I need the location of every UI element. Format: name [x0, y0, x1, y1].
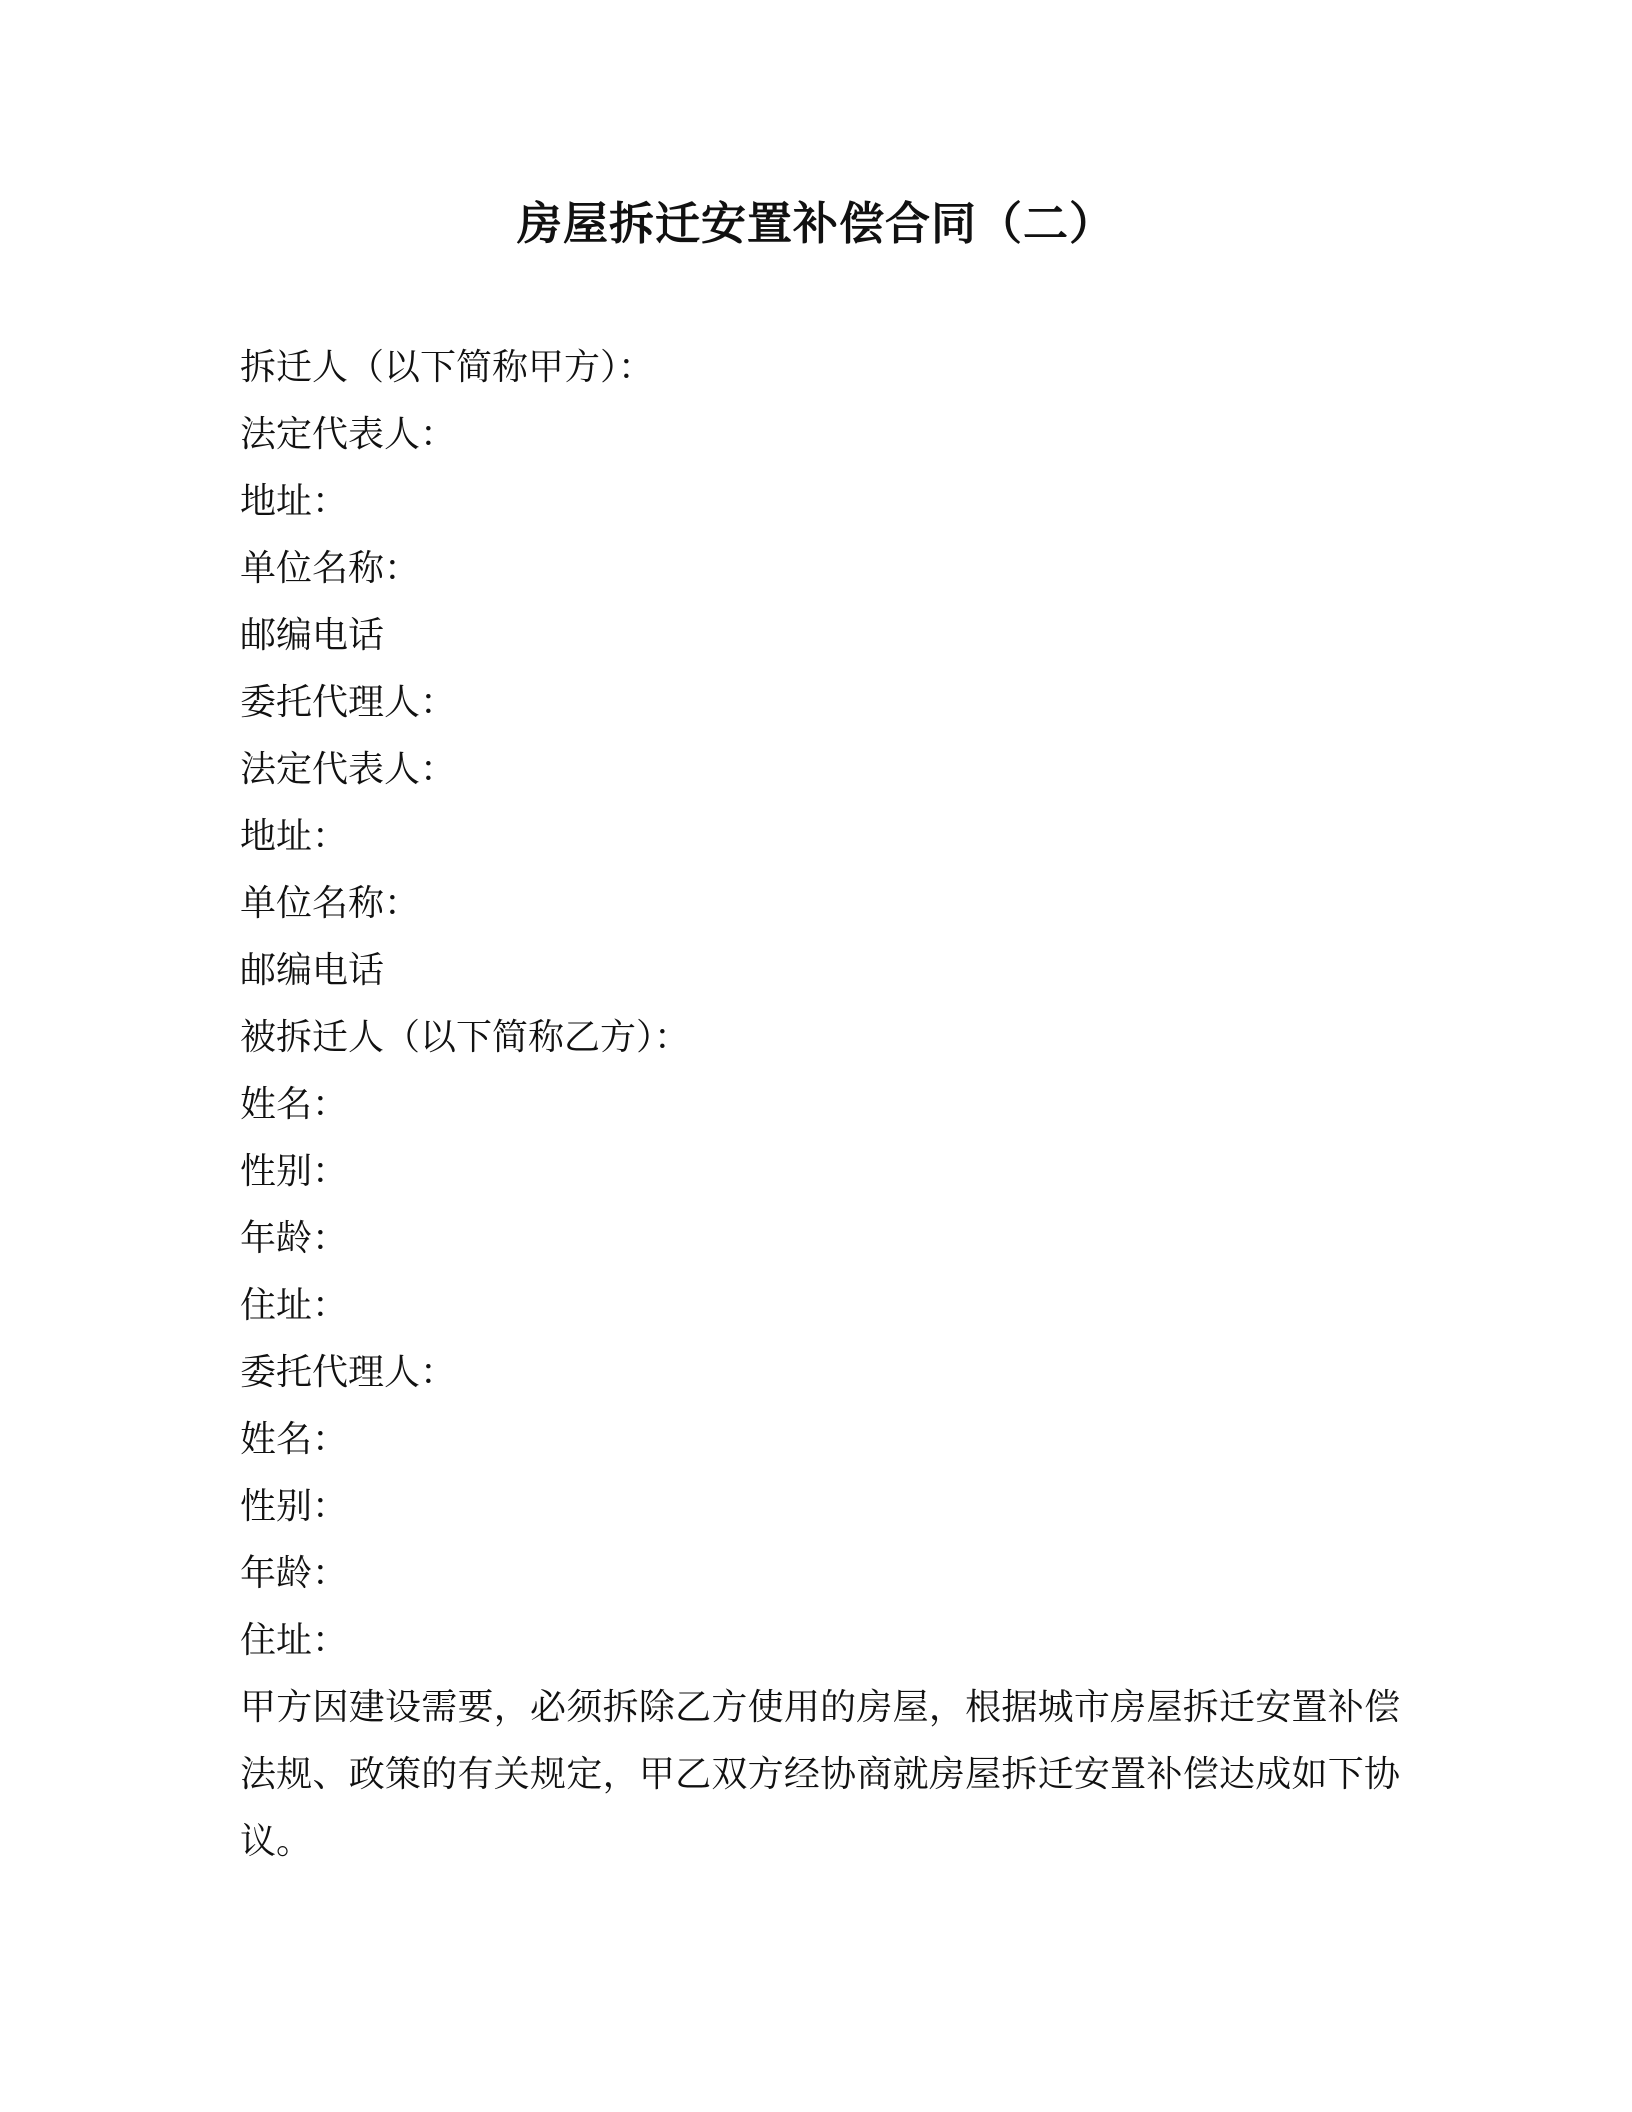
field-residence: 住址：	[240, 1285, 349, 1326]
field-age: 年龄：	[240, 1553, 349, 1594]
field-name: 姓名：	[240, 1084, 349, 1125]
field-address: 地址：	[240, 816, 349, 857]
field-authorized-agent: 委托代理人：	[240, 1352, 457, 1393]
field-demolished-party: 被拆迁人（以下简称乙方）：	[240, 1017, 691, 1058]
field-unit-name: 单位名称：	[240, 548, 421, 589]
party-fields-list	[240, 334, 1400, 1674]
field-demolisher: 拆迁人（以下简称甲方）：	[240, 347, 655, 388]
field-unit-name: 单位名称：	[240, 883, 421, 924]
document-title: 房屋拆迁安置补偿合同（二）	[516, 197, 1115, 250]
field-name: 姓名：	[240, 1419, 349, 1460]
field-postcode-phone: 邮编电话	[240, 950, 385, 991]
field-legal-representative: 法定代表人：	[240, 749, 457, 790]
field-authorized-agent: 委托代理人：	[240, 682, 457, 723]
field-address: 地址：	[240, 481, 349, 522]
field-postcode-phone: 邮编电话	[240, 615, 385, 656]
field-gender: 性别：	[240, 1486, 349, 1527]
field-legal-representative: 法定代表人：	[240, 414, 457, 455]
field-age: 年龄：	[240, 1218, 349, 1259]
agreement-intro-paragraph: 甲方因建设需要，必须拆除乙方使用的房屋，根据城市房屋拆迁安置补偿法规、政策的有关规定，甲乙双方经协商就房屋拆迁安置补偿达成如下协议。	[240, 1687, 1400, 1862]
field-gender: 性别：	[240, 1151, 349, 1192]
field-residence: 住址：	[240, 1620, 349, 1661]
